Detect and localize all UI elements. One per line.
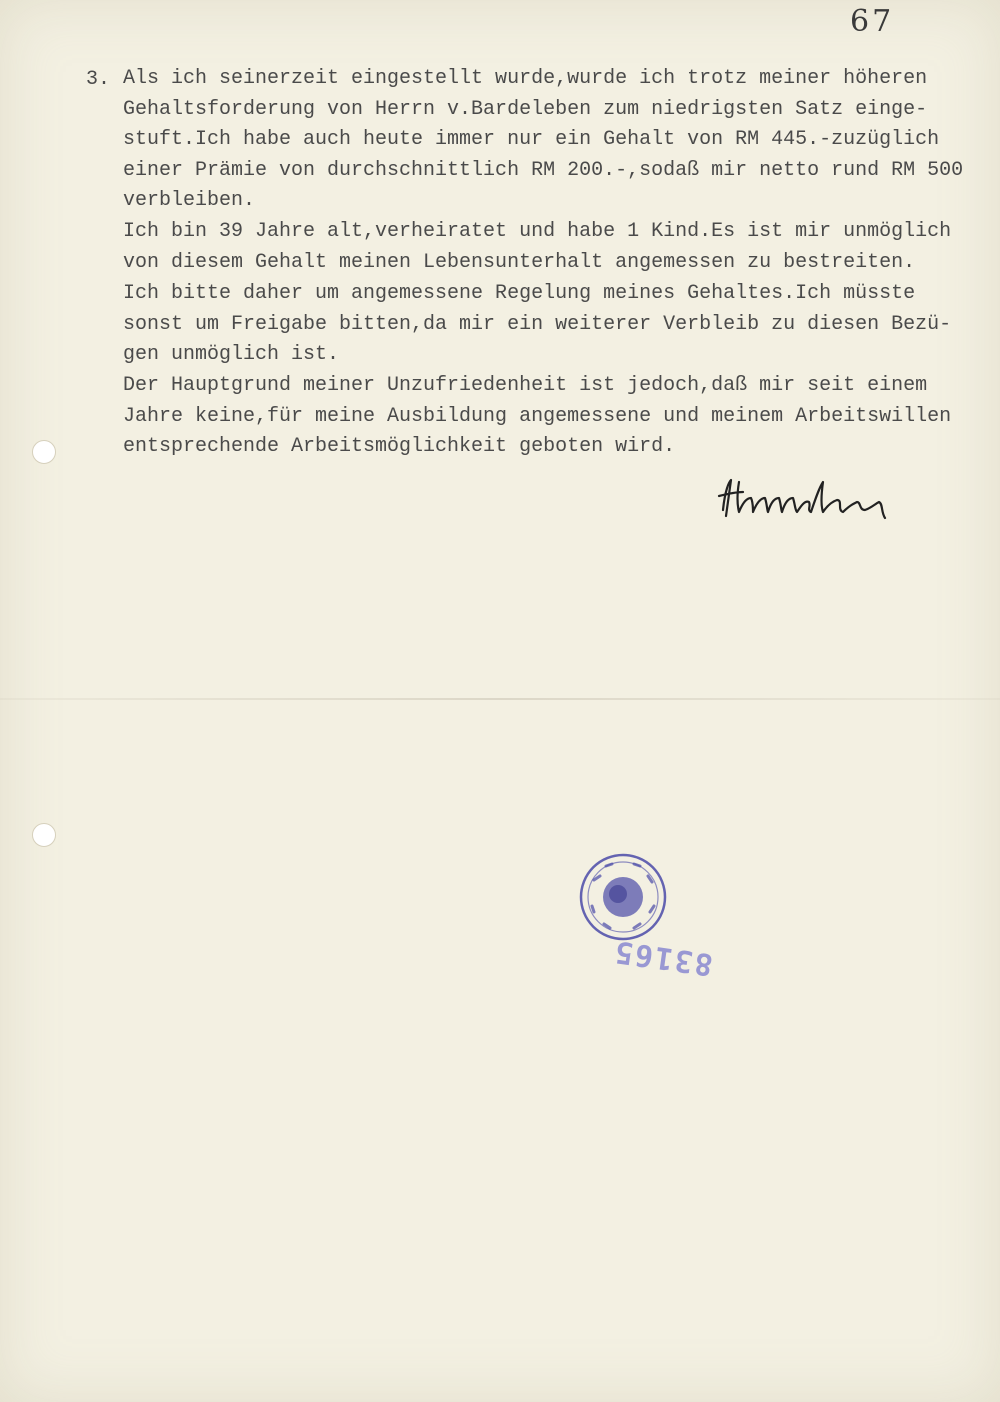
paper-fold <box>0 698 1000 700</box>
stamp-number <box>598 923 728 993</box>
punch-hole <box>32 440 56 464</box>
body-line: Ich bitte daher um angemessene Regelung meines Gehaltes.Ich müsste <box>123 282 916 305</box>
body-line: Ich bin 39 Jahre alt,verheiratet und habe 1 Kind.Es ist mir unmöglich <box>123 220 952 243</box>
body-line: gen unmöglich ist. <box>123 343 340 366</box>
body-line: Der Hauptgrund meiner Unzufriedenheit ist jedoch,daß mir seit einem <box>123 374 928 397</box>
body-line: entsprechende Arbeitsmöglichkeit geboten wird. <box>123 435 676 458</box>
body-line: verbleiben. <box>123 189 256 212</box>
body-line: einer Prämie von durchschnittlich RM 200.-,sodaß mir netto rund RM 500 <box>123 159 964 182</box>
body-line: sonst um Freigabe bitten,da mir ein weiterer Verbleib zu diesen Bezü- <box>123 313 952 336</box>
body-line: von diesem Gehalt meinen Lebensunterhalt angemessen zu bestreiten. <box>123 251 916 274</box>
body-line: stuft.Ich habe auch heute immer nur ein Gehalt von RM 445.-zuzüglich <box>123 128 940 151</box>
stamp-number-text: 83165 <box>610 933 716 982</box>
item-number: 3. <box>86 68 111 91</box>
handwritten-signature <box>715 470 905 530</box>
page-number: 67 <box>850 4 895 39</box>
body-line: Jahre keine,für meine Ausbildung angemessene und meinem Arbeitswillen <box>123 405 952 428</box>
punch-hole <box>32 823 56 847</box>
body-line: Als ich seinerzeit eingestellt wurde,wurde ich trotz meiner höheren <box>123 67 928 90</box>
body-line: Gehaltsforderung von Herrn v.Bardeleben zum niedrigsten Satz einge- <box>123 98 928 121</box>
